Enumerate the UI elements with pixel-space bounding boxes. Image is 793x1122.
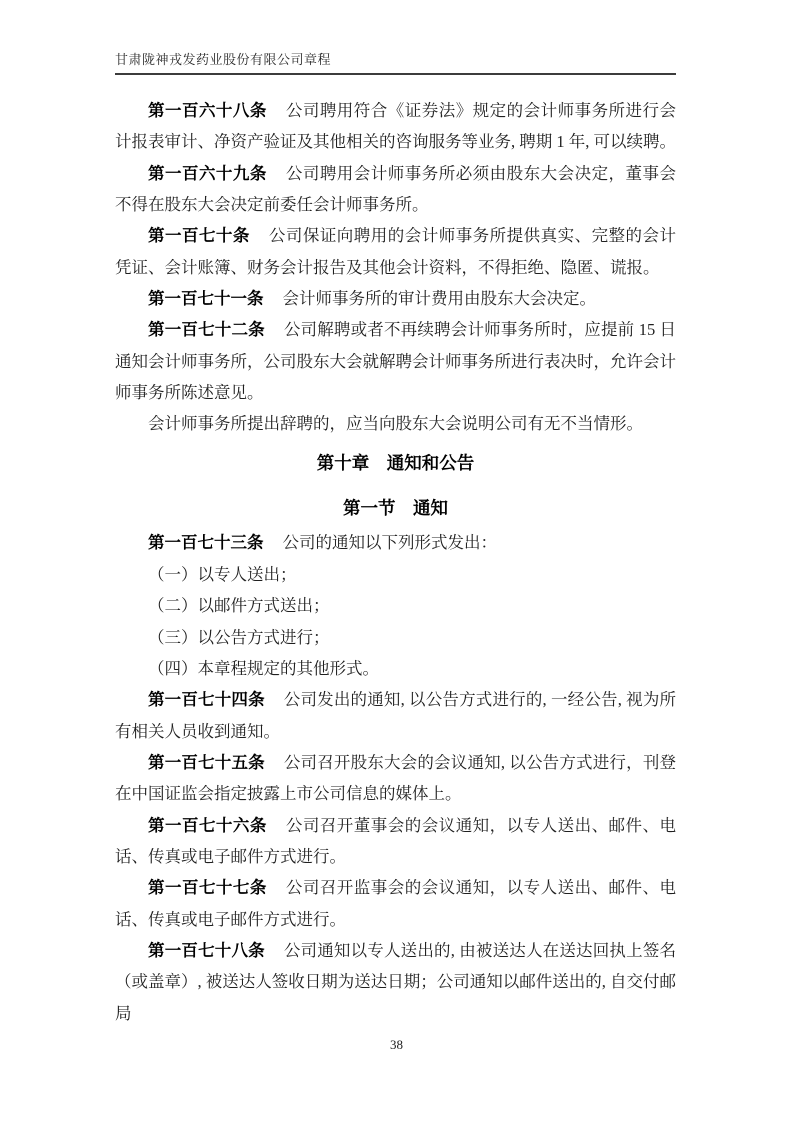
article-text: 公司发出的通知, 以公告方式进行的, 一经公告, 视为所有相关人员收到通知。: [115, 690, 677, 741]
article-text: 会计师事务所的审计费用由股东大会决定。: [282, 289, 596, 309]
article-text: 公司解聘或者不再续聘会计师事务所时，应提前 15 日通知会计师事务所，公司股东大会就解聘会计师事务所进行表决时，允许会计师事务所陈述意见。: [115, 320, 677, 403]
article-text: 公司召开董事会的会议通知，以专人送出、邮件、电话、传真或电子邮件方式进行。: [115, 815, 677, 866]
plain-paragraph: 会计师事务所提出辞聘的，应当向股东大会说明公司有无不当情形。: [148, 414, 643, 434]
article-paragraph-172: [115, 314, 676, 408]
article-paragraph-171: [115, 283, 676, 314]
list-item-3: （三）以公告方式进行；: [148, 627, 330, 647]
article-number: 第一百六十八条: [148, 101, 267, 120]
article-number: 第一百七十六条: [148, 815, 267, 835]
article-text: 公司召开股东大会的会议通知, 以公告方式进行，刊登在中国证监会指定披露上市公司信息的媒体上。: [115, 752, 677, 804]
article-paragraph-174: [115, 684, 676, 747]
article-number: 第一百七十五条: [148, 752, 265, 772]
article-text: 公司保证向聘用的会计师事务所提供真实、完整的会计凭证、会计账簿、财务会计报告及其他会计资料，不得拒绝、隐匿、谎报。: [115, 226, 677, 277]
list-item-2: （二）以邮件方式送出；: [148, 596, 330, 616]
article-paragraph-173: [115, 527, 676, 558]
article-number: 第一百七十四条: [148, 690, 265, 710]
article-number: 第一百七十二条: [148, 320, 265, 340]
article-text: 公司聘用会计师事务所必须由股东大会决定，董事会不得在股东大会决定前委任会计师事务所。: [115, 163, 677, 215]
header-title: 甘肃陇神戎发药业股份有限公司章程: [115, 52, 332, 67]
chapter-heading: 第十章 通知和公告: [316, 452, 475, 473]
article-number: 第一百七十条: [148, 226, 250, 246]
article-paragraph-170: [115, 220, 676, 283]
article-text: 公司聘用符合《证券法》规定的会计师事务所进行会计报表审计、净资产验证及其他相关的咨询服务等业务, 聘期 1 年, 可以续聘。: [115, 101, 677, 152]
document-header: [115, 51, 676, 75]
list-item-4: （四）本章程规定的其他形式。: [148, 658, 379, 678]
article-number: 第一百七十七条: [148, 878, 267, 898]
list-item-1: （一）以专人送出；: [148, 564, 297, 584]
article-number: 第一百七十一条: [148, 289, 264, 309]
article-number: 第一百六十九条: [148, 163, 267, 183]
article-text: 公司通知以专人送出的, 由被送达人在送达回执上签名（或盖章）, 被送达人签收日期为送达日期；公司通知以邮件送出的, 自交付邮局: [115, 940, 677, 1023]
article-paragraph-175: [115, 747, 676, 810]
article-paragraph-168: [115, 95, 676, 158]
article-text: 公司召开监事会的会议通知，以专人送出、邮件、电话、传真或电子邮件方式进行。: [115, 878, 677, 929]
page-number: 38: [390, 1037, 403, 1052]
article-paragraph-177: [115, 872, 676, 935]
article-paragraph-178: [115, 935, 676, 1029]
article-number: 第一百七十八条: [148, 940, 265, 960]
document-body: [115, 95, 676, 1029]
article-paragraph-169: [115, 158, 676, 221]
article-number: 第一百七十三条: [148, 533, 264, 553]
section-heading: 第一节 通知: [343, 498, 448, 519]
document-footer: [0, 1036, 793, 1054]
article-paragraph-176: [115, 810, 676, 873]
article-text: 公司的通知以下列形式发出：: [282, 533, 497, 553]
